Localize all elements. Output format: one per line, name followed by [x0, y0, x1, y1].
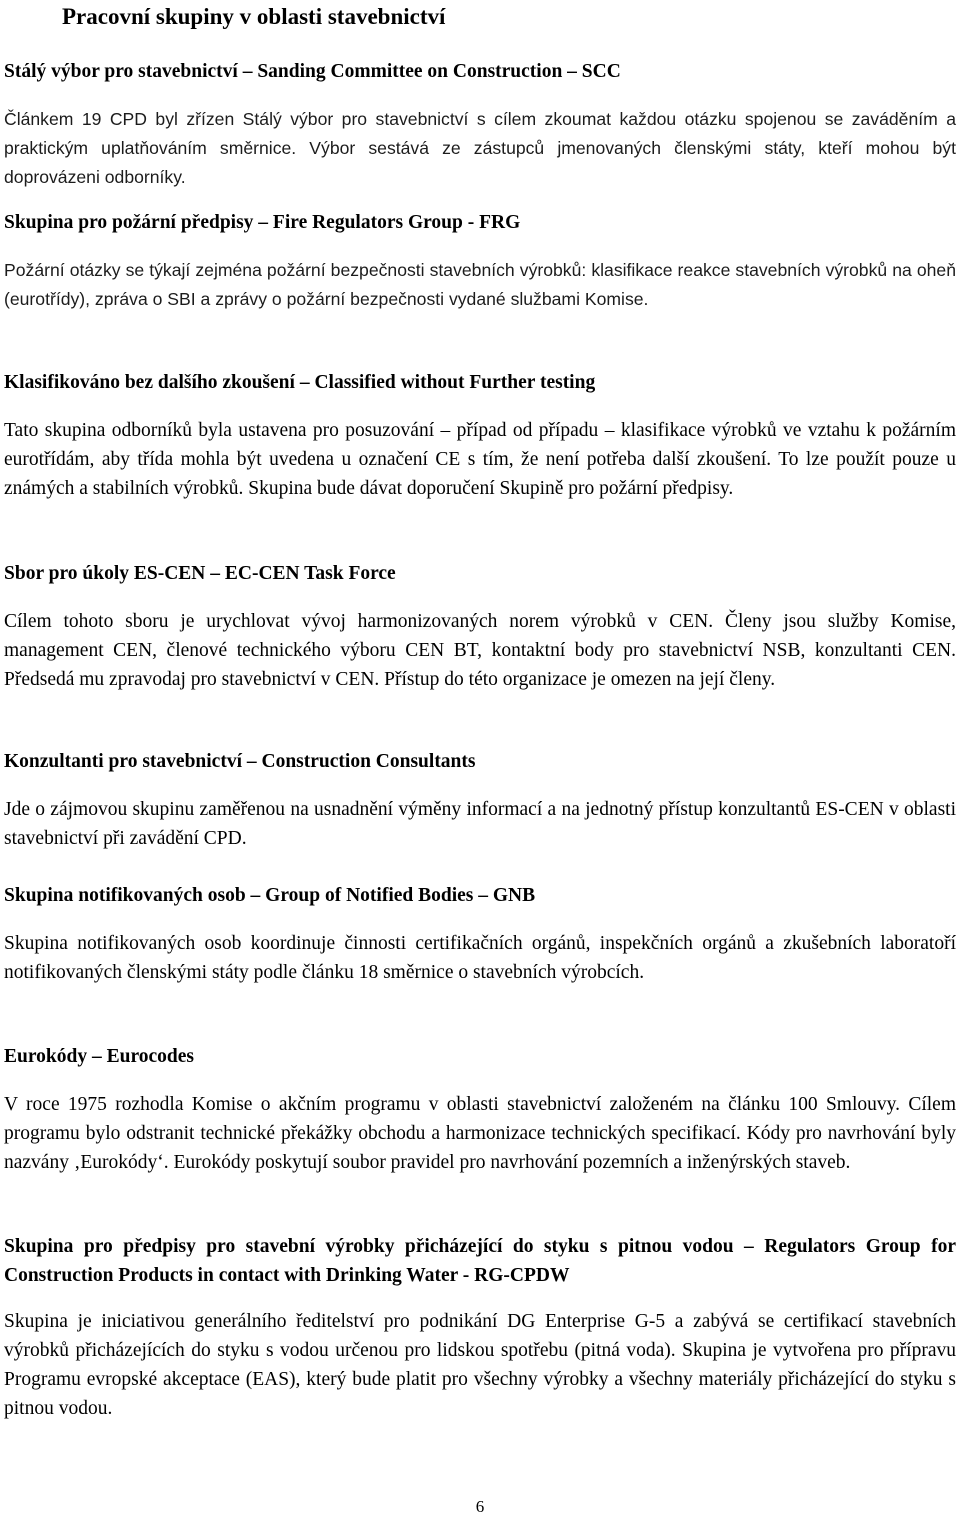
section-body: V roce 1975 rozhodla Komise o akčním programu v oblasti stavebnictví založeném na článku 100 Smlouvy. Cílem programu bylo odstranit technické překážky obchodu a harmonizace technických specifikací. Kódy pro navrhování byly nazvány ‚Eurokódy‘. Eurokódy poskytují soubor pravidel pro navrhování pozemních a inženýrských staveb.: [4, 1094, 956, 1173]
section-classified-without-testing: [4, 369, 956, 503]
section-construction-consultants: [4, 748, 956, 853]
section-body: Článkem 19 CPD byl zřízen Stálý výbor pro stavebnictví s cílem zkoumat každou otázku spojenou se zaváděním a praktickým uplatňováním směrnice. Výbor sestává ze zástupců jmenovaných členskými státy, kteří mohou být doprovázeni odborníky.: [4, 109, 956, 187]
section-body: Skupina je iniciativou generálního ředitelství pro podnikání DG Enterprise G-5 a zabývá se certifikací stavebních výrobků přicházejících do styku s vodou určenou pro lidskou spotřebu (pitná voda). Skupina je vytvořena pro přípravu Programu evropské akceptace (EAS), který bude platit pro všechny výrobky a všechny materiály přicházející do styku s pitnou vodou.: [4, 1311, 956, 1419]
section-frg: [4, 209, 956, 314]
section-gnb: [4, 882, 956, 987]
page-number: 6: [475, 1497, 485, 1516]
section-scc: [4, 58, 956, 192]
section-rg-cpdw: [4, 1232, 956, 1423]
section-body: Cílem tohoto sboru je urychlovat vývoj harmonizovaných norem výrobků v CEN. Členy jsou služby Komise, management CEN, členové technického výboru CEN BT, kontaktní body pro stavebnictví NSB, konzultanti CEN. Předsedá mu zpravodaj pro stavebnictví v CEN. Přístup do této organizace je omezen na její členy.: [4, 611, 956, 690]
section-body: Tato skupina odborníků byla ustavena pro posuzování – případ od případu – klasifikace výrobků ve vztahu k požárním eurotřídám, aby třída mohla být uvedena u označení CE s tím, že není potřeba další zkoušení. To lze použít pouze u známých a stabilních výrobků. Skupina bude dávat doporučení Skupině pro požární předpisy.: [4, 420, 956, 499]
section-ec-cen-task-force: [4, 560, 956, 694]
section-heading: Skupina pro požární předpisy – Fire Regulators Group - FRG: [4, 212, 521, 233]
section-body: Požární otázky se týkají zejména požární bezpečnosti stavebních výrobků: klasifikace reakce stavebních výrobků na oheň (eurotřídy), zpráva o SBI a zprávy o požární bezpečnosti vydané službami Komise.: [4, 260, 956, 309]
section-body: Skupina notifikovaných osob koordinuje činnosti certifikačních orgánů, inspekčních orgánů a zkušebních laboratoří notifikovaných členskými státy podle článku 18 směrnice o stavebních výrobcích.: [4, 933, 956, 983]
section-heading: Stálý výbor pro stavebnictví – Sanding Committee on Construction – SCC: [4, 61, 621, 82]
section-heading: Skupina pro předpisy pro stavební výrobky přicházející do styku s pitnou vodou – Regulators Group for Construction Products in contact with Drinking Water - RG-CPDW: [4, 1236, 956, 1286]
section-body: Jde o zájmovou skupinu zaměřenou na usnadnění výměny informací a na jednotný přístup konzultantů ES-CEN v oblasti stavebnictví při zavádění CPD.: [4, 799, 956, 849]
section-heading: Sbor pro úkoly ES-CEN – EC-CEN Task Force: [4, 563, 396, 584]
section-heading: Konzultanti pro stavebnictví – Construction Consultants: [4, 751, 476, 772]
section-eurocodes: [4, 1043, 956, 1177]
page-title: Pracovní skupiny v oblasti stavebnictví: [62, 4, 446, 29]
section-heading: Eurokódy – Eurocodes: [4, 1046, 194, 1067]
section-heading: Skupina notifikovaných osob – Group of Notified Bodies – GNB: [4, 885, 536, 906]
section-heading: Klasifikováno bez dalšího zkoušení – Classified without Further testing: [4, 372, 596, 393]
